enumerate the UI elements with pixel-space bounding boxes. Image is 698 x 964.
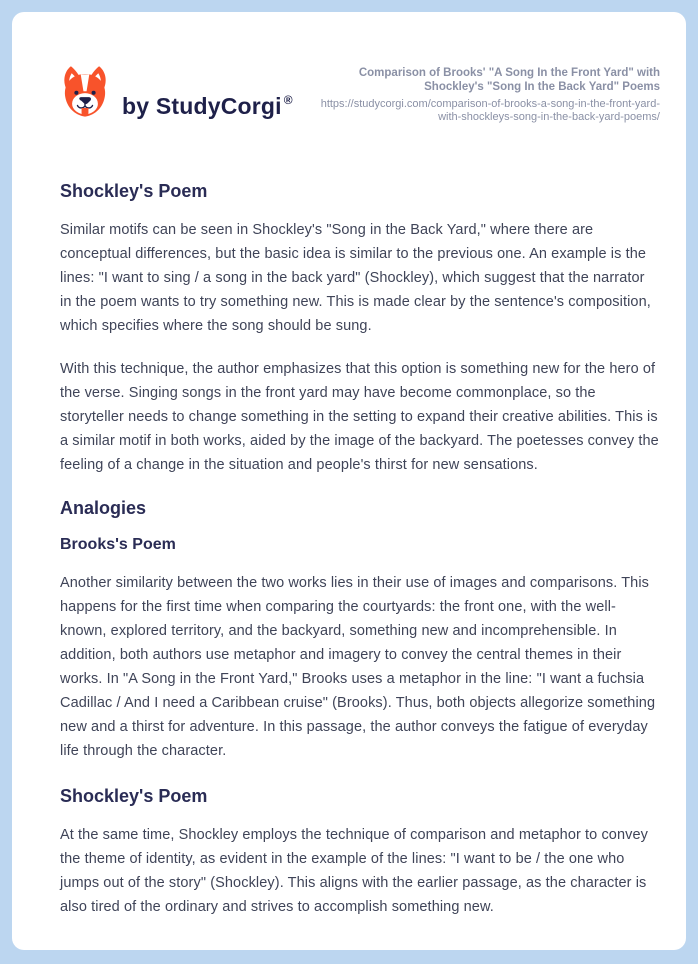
document-header bbox=[60, 12, 660, 122]
document-meta bbox=[315, 67, 660, 124]
subsection-heading-brookss-poem: Brooks's Poem bbox=[60, 536, 176, 553]
article-paragraph: Similar motifs can be seen in Shockley's "Song in the Back Yard," where there are conceptual differences, but the basic idea is similar to the previous one. An example is the lines: "I want to sing / a song in the back yard" (Shockley), which suggest that the narrator in the poem wants to try something new. This is made clear by the sentence's composition, which specifies where the song should be sung. bbox=[60, 222, 651, 334]
article-paragraph: With this technique, the author emphasizes that this option is something new for the hero of the verse. Singing songs in the front yard may have become commonplace, so the storyteller needs to change something in the setting to expand their creative abilities. This is a similar motif in both works, aided by the image of the backyard. The poetesses convey the feeling of a change in the situation and people's thirst for new sensations. bbox=[60, 361, 659, 473]
brand-wordmark bbox=[122, 86, 293, 120]
document-content bbox=[60, 12, 660, 919]
section-heading-shockleys-poem-2: Shockley's Poem bbox=[60, 786, 208, 806]
registered-trademark: ® bbox=[283, 93, 293, 107]
studycorgi-brand bbox=[60, 62, 293, 122]
document-title: Comparison of Brooks' "A Song In the Front Yard" with Shockley's "Song In the Back Yard" Poems bbox=[358, 67, 660, 93]
section-heading-shockleys-poem-1: Shockley's Poem bbox=[60, 181, 208, 201]
source-url-link[interactable]: https://studycorgi.com/comparison-of-brooks-a-song-in-the-front-yard-with-shockleys-song-in-the-back-yard-poems/ bbox=[320, 98, 660, 123]
section-heading-analogies: Analogies bbox=[60, 498, 147, 518]
article-body bbox=[60, 181, 660, 919]
article-paragraph: At the same time, Shockley employs the technique of comparison and metaphor to convey the theme of identity, as evident in the example of the lines: "I want to be / the one who jumps out of the story" (Shockley). This aligns with the earlier passage, as the character is also tired of the ordinary and strives to accomplish something new. bbox=[60, 827, 649, 915]
article-paragraph: Another similarity between the two works lies in their use of images and comparisons. This happens for the first time when comparing the courtyards: the front one, with the well-known, explored territory, and the backyard, something new and incomprehensible. In addition, both authors use metaphor and imagery to convey the central themes in their works. In "A Song in the Front Yard," Brooks uses a metaphor in the line: "I want a fuchsia Cadillac / And I need a Caribbean cruise" (Brooks). Thus, both objects allegorize something new and a thirst for adventure. In this passage, the author conveys the fatigue of everyday life through the character. bbox=[60, 575, 656, 759]
brand-name: by StudyCorgi bbox=[122, 93, 282, 119]
corgi-logo-icon bbox=[60, 62, 110, 122]
